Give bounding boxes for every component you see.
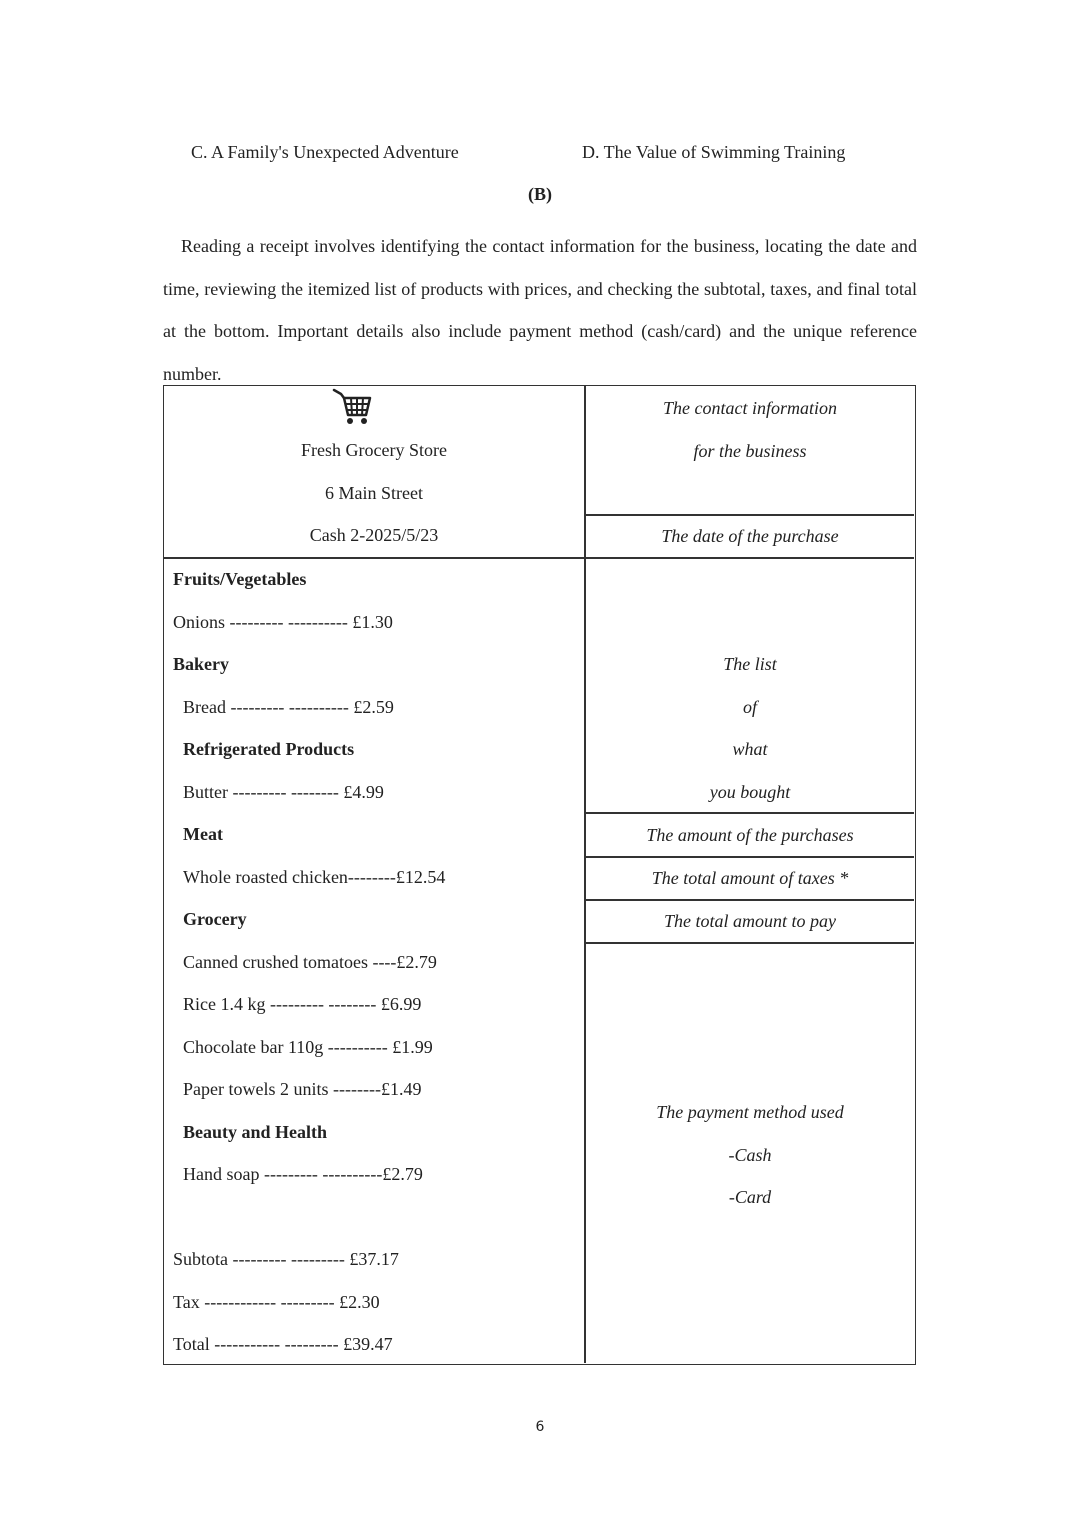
annotation-total-pay: The total amount to pay [664,911,836,931]
item-tomatoes: Canned crushed tomatoes ----£2.79 [183,952,437,972]
item-chicken: Whole roasted chicken--------£12.54 [183,867,446,887]
subtotal-line: Subtota --------- --------- £37.17 [173,1249,399,1269]
annotation-taxes: The total amount of taxes * [651,868,849,888]
annotation-contact-1: The contact information [663,398,837,418]
annotation-list-4: you bought [709,782,791,802]
annotation-list-2: of [742,697,757,717]
page-number: 6 [535,1419,545,1435]
option-c: C. A Family's Unexpected Adventure [191,142,459,162]
item-bread: Bread --------- ---------- £2.59 [183,697,394,717]
category-bakery: Bakery [173,654,229,674]
store-address: 6 Main Street [325,483,423,503]
row-divider-list [584,812,914,814]
receipt-table [163,385,916,1365]
category-meat: Meat [183,824,223,844]
row-divider-amount [584,856,914,858]
item-butter: Butter --------- -------- £4.99 [183,782,384,802]
category-refrigerated: Refrigerated Products [183,739,355,759]
annotation-contact-2: for the business [693,441,807,461]
item-hand-soap: Hand soap --------- ----------£2.79 [183,1164,423,1184]
row-divider-date [584,557,914,559]
store-name: Fresh Grocery Store [301,440,447,460]
item-chocolate: Chocolate bar 110g ---------- £1.99 [183,1037,433,1057]
row-divider-left [164,557,584,559]
row-divider-contact [584,514,914,516]
total-line: Total ----------- --------- £39.47 [173,1334,393,1354]
annotation-list-3: what [732,739,768,759]
cash-date: Cash 2-2025/5/23 [309,525,439,545]
annotation-amount: The amount of the purchases [646,825,854,845]
tax-line: Tax ------------ --------- £2.30 [173,1292,380,1312]
row-divider-total [584,942,914,944]
section-heading: (B) [528,184,552,204]
annotation-payment-1: The payment method used [656,1102,844,1122]
annotation-list-1: The list [723,654,777,674]
annotation-payment-2: -Cash [728,1145,772,1165]
item-onions: Onions --------- ---------- £1.30 [173,612,393,632]
annotation-payment-3: -Card [728,1187,772,1207]
row-divider-taxes [584,899,914,901]
shopping-cart-icon [332,388,376,426]
item-paper-towels: Paper towels 2 units --------£1.49 [183,1079,422,1099]
category-beauty: Beauty and Health [183,1122,328,1142]
intro-paragraph: Reading a receipt involves identifying the contact information for the business, locating the date and time, reviewing the itemized list of products with prices, and checking the subtotal, taxes, and final total at the bottom. Important details also include payment method (cash/card) and the unique reference number. [163,236,917,384]
annotation-date: The date of the purchase [661,526,839,546]
category-grocery: Grocery [183,909,247,929]
option-d: D. The Value of Swimming Training [582,142,846,162]
category-fruits: Fruits/Vegetables [173,569,307,589]
item-rice: Rice 1.4 kg --------- -------- £6.99 [183,994,422,1014]
